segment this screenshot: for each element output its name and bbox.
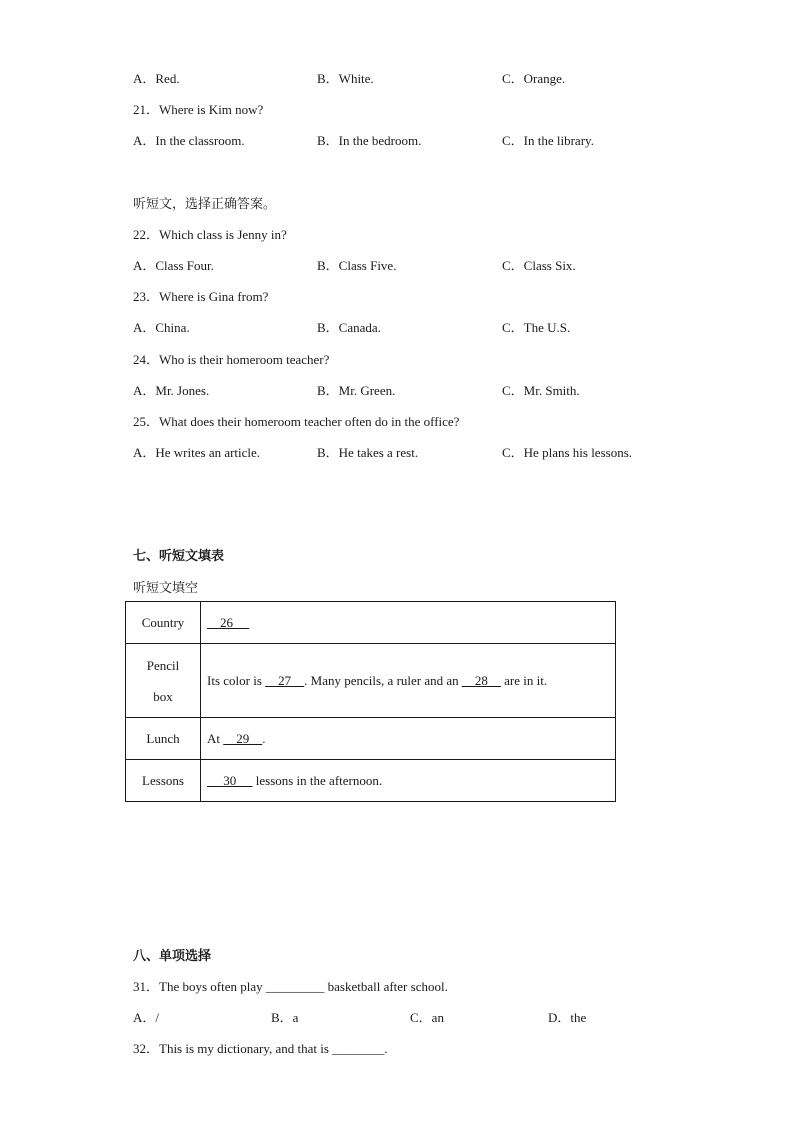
q31-option-d: D．the — [548, 1010, 587, 1025]
q31-text-post: basketball after school. — [324, 979, 448, 994]
q21-option-b: B．In the bedroom. — [317, 133, 422, 148]
q25-option-b: B．He takes a rest. — [317, 445, 419, 460]
q24-option-b: B．Mr. Green. — [317, 383, 396, 398]
q20-option-a: A．Red. — [133, 71, 180, 86]
country-label: Country — [126, 602, 201, 644]
lessons-cell — [201, 760, 616, 802]
pencil-box-label-line1: Pencil — [146, 657, 180, 673]
blank-27[interactable]: 27 — [265, 673, 305, 688]
q32-question — [133, 1038, 387, 1057]
section8-title: 八、单项选择 — [133, 949, 212, 964]
table-row-country — [126, 602, 616, 644]
q21-option-c: C．In the library. — [502, 133, 594, 148]
pencil-text-3: are in it. — [500, 673, 548, 688]
lessons-text-1: lessons in the afternoon. — [252, 772, 383, 788]
q22-question: 22．Which class is Jenny in? — [133, 227, 287, 242]
q23-option-b: B．Canada. — [317, 320, 381, 335]
q23-option-a: A．China. — [133, 320, 190, 335]
q31-question — [133, 976, 448, 995]
q25-question: 25．What does their homeroom teacher often do in the office? — [133, 414, 460, 429]
q21-option-a: A．In the classroom. — [133, 133, 245, 148]
q31-text-pre: 31．The boys often play — [133, 979, 266, 994]
q31-option-c: C．an — [410, 1010, 444, 1025]
lunch-cell — [201, 718, 616, 760]
lunch-text-2: . — [262, 730, 266, 746]
q24-question: 24．Who is their homeroom teacher? — [133, 352, 330, 367]
section7-instruction: 听短文填空 — [133, 581, 199, 596]
passage-instruction: 听短文，选择正确答案。 — [133, 197, 277, 212]
q22-option-c: C．Class Six. — [502, 258, 576, 273]
q31-option-a: A．/ — [133, 1010, 160, 1025]
q25-option-c: C．He plans his lessons. — [502, 445, 633, 460]
pencil-text-2: . Many pencils, a ruler and an — [304, 673, 462, 688]
pencil-box-label-line2: box — [153, 688, 173, 704]
lunch-label: Lunch — [126, 718, 201, 760]
q20-option-b: B．White. — [317, 71, 374, 86]
q21-question: 21．Where is Kim now? — [133, 102, 264, 117]
lessons-label: Lessons — [126, 760, 201, 802]
q32-blank[interactable]: ________ — [332, 1041, 385, 1056]
blank-28[interactable]: 28 — [461, 673, 501, 688]
q24-option-a: A．Mr. Jones. — [133, 383, 210, 398]
table-row-lunch — [126, 718, 616, 760]
q31-blank[interactable]: _________ — [265, 979, 325, 994]
section7-title: 七、听短文填表 — [133, 549, 225, 564]
pencil-box-cell — [201, 644, 616, 718]
blank-26[interactable]: 26 — [207, 614, 250, 630]
q20-option-c: C．Orange. — [502, 71, 566, 86]
table-row-pencil-box — [126, 644, 616, 718]
q22-option-a: A．Class Four. — [133, 258, 214, 273]
fill-in-table — [125, 601, 616, 802]
q32-text-post: . — [384, 1041, 388, 1056]
q31-option-b: B．a — [271, 1010, 299, 1025]
q23-question: 23．Where is Gina from? — [133, 289, 269, 304]
lunch-text-1: At — [207, 730, 224, 746]
q23-option-c: C．The U.S. — [502, 320, 571, 335]
table-row-lessons — [126, 760, 616, 802]
blank-29[interactable]: 29 — [223, 730, 263, 746]
country-cell — [201, 602, 616, 644]
pencil-text-1: Its color is — [207, 673, 266, 688]
q22-option-b: B．Class Five. — [317, 258, 397, 273]
q24-option-c: C．Mr. Smith. — [502, 383, 580, 398]
pencil-box-label — [126, 644, 201, 718]
blank-30[interactable]: 30 — [207, 772, 253, 788]
q32-text-pre: 32．This is my dictionary, and that is — [133, 1041, 333, 1056]
q25-option-a: A．He writes an article. — [133, 445, 261, 460]
